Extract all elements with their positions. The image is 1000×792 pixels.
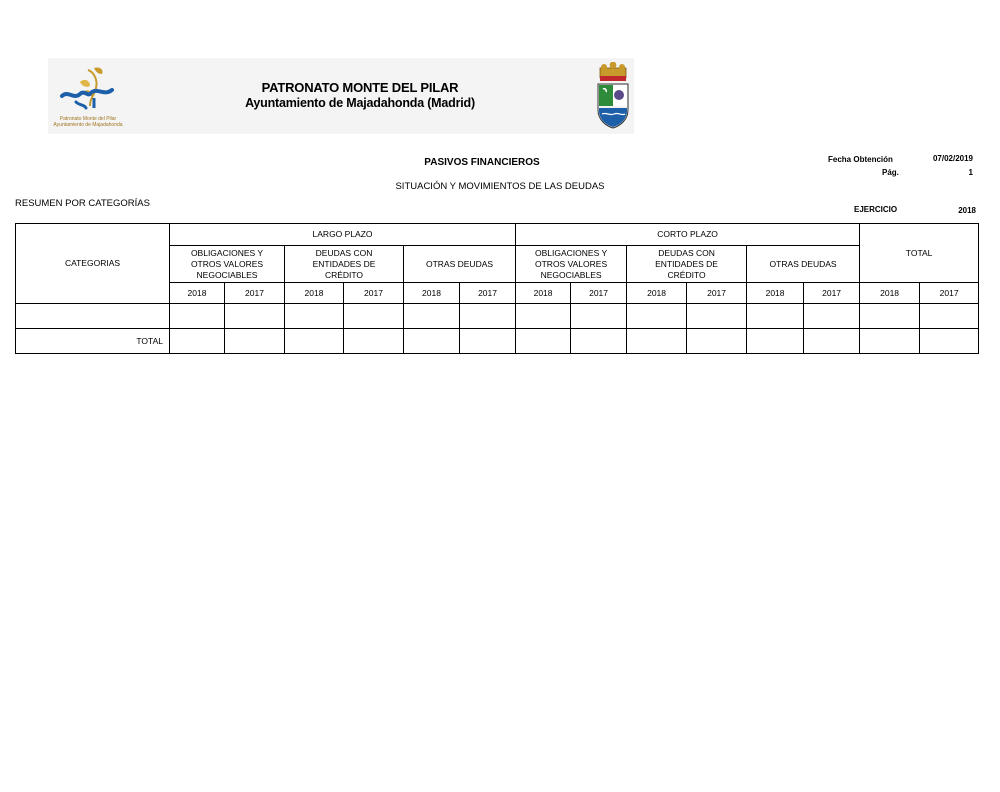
- table-cell: [170, 304, 225, 329]
- largo-plazo-header: LARGO PLAZO: [170, 224, 516, 246]
- table-cell: [627, 329, 687, 354]
- total-row-label: TOTAL: [16, 329, 170, 354]
- total-row: [16, 329, 979, 354]
- header-line: OTROS VALORES: [535, 258, 608, 269]
- header-line: OTRAS DEUDAS: [769, 258, 837, 269]
- table-cell: [860, 304, 920, 329]
- header-line: OTROS VALORES: [190, 258, 264, 269]
- page-label: Pág.: [882, 168, 899, 177]
- page-number: 1: [968, 168, 973, 177]
- header-line: NEGOCIABLES: [196, 269, 258, 280]
- year-header: 2018: [516, 283, 571, 304]
- year-header: 2017: [920, 283, 979, 304]
- total-header: TOTAL: [860, 224, 979, 283]
- header-line: CRÉDITO: [324, 269, 364, 280]
- header-line: DEUDAS CON: [658, 247, 715, 258]
- organization-subtitle: Ayuntamiento de Majadahonda (Madrid): [245, 96, 475, 110]
- header-line: OBLIGACIONES Y: [190, 247, 264, 258]
- table-cell: [285, 304, 344, 329]
- lp-otras-deudas-header: [404, 246, 516, 283]
- year-header: 2018: [627, 283, 687, 304]
- header-line: OBLIGACIONES Y: [535, 247, 608, 258]
- table-cell: [16, 304, 170, 329]
- table-cell: [170, 329, 225, 354]
- table-cell: [860, 329, 920, 354]
- year-header: 2017: [571, 283, 627, 304]
- table-cell: [404, 304, 460, 329]
- report-subtitle: SITUACIÓN Y MOVIMIENTOS DE LAS DEUDAS: [395, 181, 605, 192]
- logo-caption: [44, 116, 132, 128]
- lp-obligaciones-header: [170, 246, 285, 283]
- logo-caption-line-1: Patronato Monte del Pilar: [59, 116, 117, 122]
- table-cell: [460, 329, 516, 354]
- year-header: 2017: [225, 283, 285, 304]
- table-cell: [516, 304, 571, 329]
- table-cell: [804, 304, 860, 329]
- table-cell: [285, 329, 344, 354]
- year-header: 2018: [285, 283, 344, 304]
- table-cell: [344, 329, 404, 354]
- categorias-header: CATEGORIAS: [16, 224, 170, 304]
- header-line: DEUDAS CON: [315, 247, 373, 258]
- debt-summary-table: [15, 223, 979, 354]
- table-cell: [687, 329, 747, 354]
- table-cell: [747, 329, 804, 354]
- header-line: OTRAS DEUDAS: [425, 258, 494, 269]
- header-line: NEGOCIABLES: [540, 269, 602, 280]
- ejercicio-value: 2018: [958, 206, 976, 215]
- year-header: 2017: [344, 283, 404, 304]
- header-line: CRÉDITO: [667, 269, 706, 280]
- corto-plazo-header: CORTO PLAZO: [516, 224, 860, 246]
- fecha-obtencion-label: Fecha Obtención: [828, 155, 893, 164]
- logo-caption-line-2: Ayuntamiento de Majadahonda: [53, 122, 123, 128]
- year-header: 2018: [404, 283, 460, 304]
- header-line: ENTIDADES DE: [655, 258, 718, 269]
- table-cell: [571, 329, 627, 354]
- year-header: 2018: [860, 283, 920, 304]
- lp-deudas-entidades-header: [285, 246, 404, 283]
- table-cell: [920, 329, 979, 354]
- fecha-obtencion-value: 07/02/2019: [932, 154, 973, 163]
- year-header: 2017: [460, 283, 516, 304]
- year-header: 2017: [687, 283, 747, 304]
- header-row-groups: [16, 224, 979, 246]
- table-cell: [627, 304, 687, 329]
- year-header: 2018: [747, 283, 804, 304]
- table-cell: [516, 329, 571, 354]
- cp-otras-deudas-header: [747, 246, 860, 283]
- table-cell: [460, 304, 516, 329]
- table-cell: [687, 304, 747, 329]
- table-row: [16, 304, 979, 329]
- section-label: RESUMEN POR CATEGORÍAS: [15, 198, 150, 209]
- organization-name: PATRONATO MONTE DEL PILAR: [261, 80, 459, 95]
- table-cell: [344, 304, 404, 329]
- table-cell: [920, 304, 979, 329]
- coat-of-arms-icon: [592, 62, 634, 132]
- table-cell: [225, 304, 285, 329]
- table-cell: [404, 329, 460, 354]
- year-header: 2017: [804, 283, 860, 304]
- report-title: PASIVOS FINANCIEROS: [424, 157, 540, 168]
- cp-deudas-entidades-header: [627, 246, 747, 283]
- header-line: ENTIDADES DE: [312, 258, 376, 269]
- year-header: 2018: [170, 283, 225, 304]
- table-cell: [571, 304, 627, 329]
- table-cell: [804, 329, 860, 354]
- ejercicio-label: EJERCICIO: [854, 205, 898, 214]
- table-cell: [225, 329, 285, 354]
- table-cell: [747, 304, 804, 329]
- cp-obligaciones-header: [516, 246, 627, 283]
